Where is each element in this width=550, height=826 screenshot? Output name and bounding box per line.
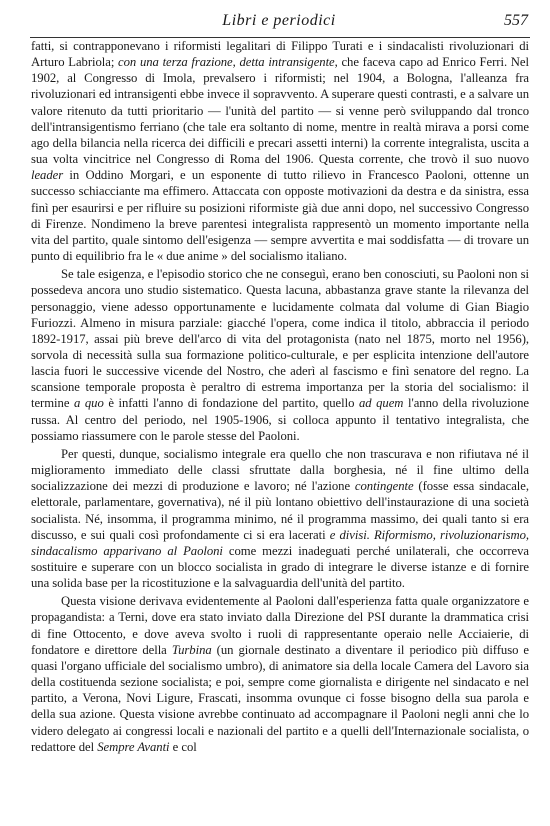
paragraph — [31, 266, 529, 444]
text-run: e col — [169, 739, 197, 754]
text-run: l'anno della rivoluzione russa. Al centro del periodo, nel 1905-1906, si colloca appunto il tentativo integralista, che possiamo riassumere con le parole stesse del Paoloni. — [31, 396, 529, 443]
text-run: come mezzi inadeguati perché unilaterali, che occorreva sostituire e superare con un blocco socialista in grado di integrare le diverse istanze e di fornire una solida base per la ricostituzione e la salvaguardia dell'unità del partito. — [31, 543, 529, 591]
text-run: Se tale esigenza, e l'episodio storico che ne conseguì, erano ben conosciuti, su Paoloni non si possedeva ancora uno studio sistematico. Questa lacuna, abbastanza grave stante la rilevanza del personaggio, viene adesso opportunamente e lucidamente colmata dal volume di Gian Biagio Furiozzi. Almeno in misura parziale: giacché l'opera, come indica il titolo, abbraccia il periodo 1892-1917, assai più breve dell'arco di vita del protagonista (nato nel 1875, morto nel 1956), sorvola di necessità sulla sua formazione politico-culturale, e per esplicita intenzione dell'autore lascia fuori le successive vicende del Nostro, che aderì al fascismo e finì senatore del regno. La scansione temporale proposta è peraltro di estrema importanza per la storia del socialismo: il termine — [31, 267, 529, 411]
paragraph — [31, 593, 529, 755]
italic-text-run: contingente — [354, 479, 414, 494]
text-run: (un giornale destinato a diventare il periodico più diffuso e quasi l'organo ufficiale del socialismo umbro), di animatore sia della locale Camera del Lavoro sia della costituenda sezione socialista; e poi, sempre come giornalista e dirigente nel sindacato e nel partito, a Verona, Novi Ligure, Frascati, insomma ovunque ci fosse bisogno della sua parola e della sua azione. Questa visione avrebbe continuato ad accompagnare il Paoloni negli anni che lo videro delegato ai congressi locali e nazionali del partito e a quelli dell'Internazionale socialista, o redattore del — [31, 642, 530, 754]
italic-text-run: leader — [31, 168, 64, 183]
italic-text-run: Turbina — [171, 642, 212, 657]
text-run: è infatti l'anno di fondazione del partito, quello — [103, 396, 359, 411]
italic-text-run: Sempre Avanti — [97, 739, 170, 754]
italic-text-run: e divisi. Riformismo, rivoluzionarismo, sindacalismo apparivano al Paoloni — [31, 527, 530, 558]
text-run: Per questi, dunque, socialismo integrale era quello che non trascurava e non rifiutava né il miglioramento immediato delle classi sfruttate dalla borghesia, né il fine ultimo della socializzazione dei mezzi di produzione e lavoro; né l'azione — [31, 446, 529, 494]
italic-text-run: con una terza frazione, detta intransigente — [118, 55, 335, 70]
text-run: Questa visione derivava evidentemente al Paoloni dall'esperienza fatta quale organizzatore e propagandista: a Terni, dove era stato inviato dalla Direzione del PSI durante la drammatica crisi di fine Ottocento, e dove aveva svolto i ruoli di rappresentante operaio nelle Acciaierie, di fondatore e direttore della — [31, 594, 529, 657]
text-run: fatti, si contrapponevano i riformisti legalitari di Filippo Turati e i sindacalisti rivoluzionari di Arturo Labriola; — [31, 39, 529, 70]
text-run: , che faceva capo ad Enrico Ferri. Nel 1902, al Congresso di Imola, prevalsero i riformisti; nel 1904, a Bologna, l'alleanza fra rivoluzionari ed intransigenti ebbe invece il sopravvento. A superare questi contrasti, e a salvare un valore ritenuto da tutti prioritario — l'unità del partito — si venne però sviluppando dal tronco dell'intransigentismo ferriano (che tale era soltanto di nome, mentre in realtà mirava a porsi come ago della bilancia nella ricerca dei difficili e precari assetti interni) la corrente integralista, uscita a sua volta vincitrice nel Congresso di Roma del 1906. Questa corrente, che trovò il suo nuovo — [31, 55, 529, 167]
paragraph — [31, 38, 529, 264]
page-number: 557 — [504, 12, 528, 29]
page-header — [30, 10, 528, 32]
italic-text-run: a quo — [73, 396, 104, 411]
italic-text-run: ad quem — [358, 396, 404, 411]
running-title: Libri e periodici — [222, 12, 336, 29]
text-run: in Oddino Morgari, e un esponente di tutto rilievo in Francesco Paoloni, ottenne un successo schiacciante ma effimero. Attaccata con opposte motivazioni da destra e da sinistra, essa finì per esaurirsi e per rifluire su posizioni riformiste già due anni dopo, nel successivo Congresso di Firenze. Nondimeno la breve parentesi integralista rappresentò un momento importante nella vita del partito, quale sintomo dell'esigenza — sempre avvertita e mai soddisfatta — di trovare un punto di equilibrio fra le « due anime » del socialismo italiano. — [31, 168, 529, 264]
article-body — [31, 38, 529, 755]
text-run: (fosse essa sindacale, elettorale, parlamentare, governativa), né il più lontano obiettivo dell'instaurazione di una società socialista. Né, insomma, il programma minimo, né il programma massimo, dei quali tanto si era discusso, e sui quali così profondamente ci si era lacerati — [31, 479, 529, 542]
paragraph — [31, 446, 529, 591]
